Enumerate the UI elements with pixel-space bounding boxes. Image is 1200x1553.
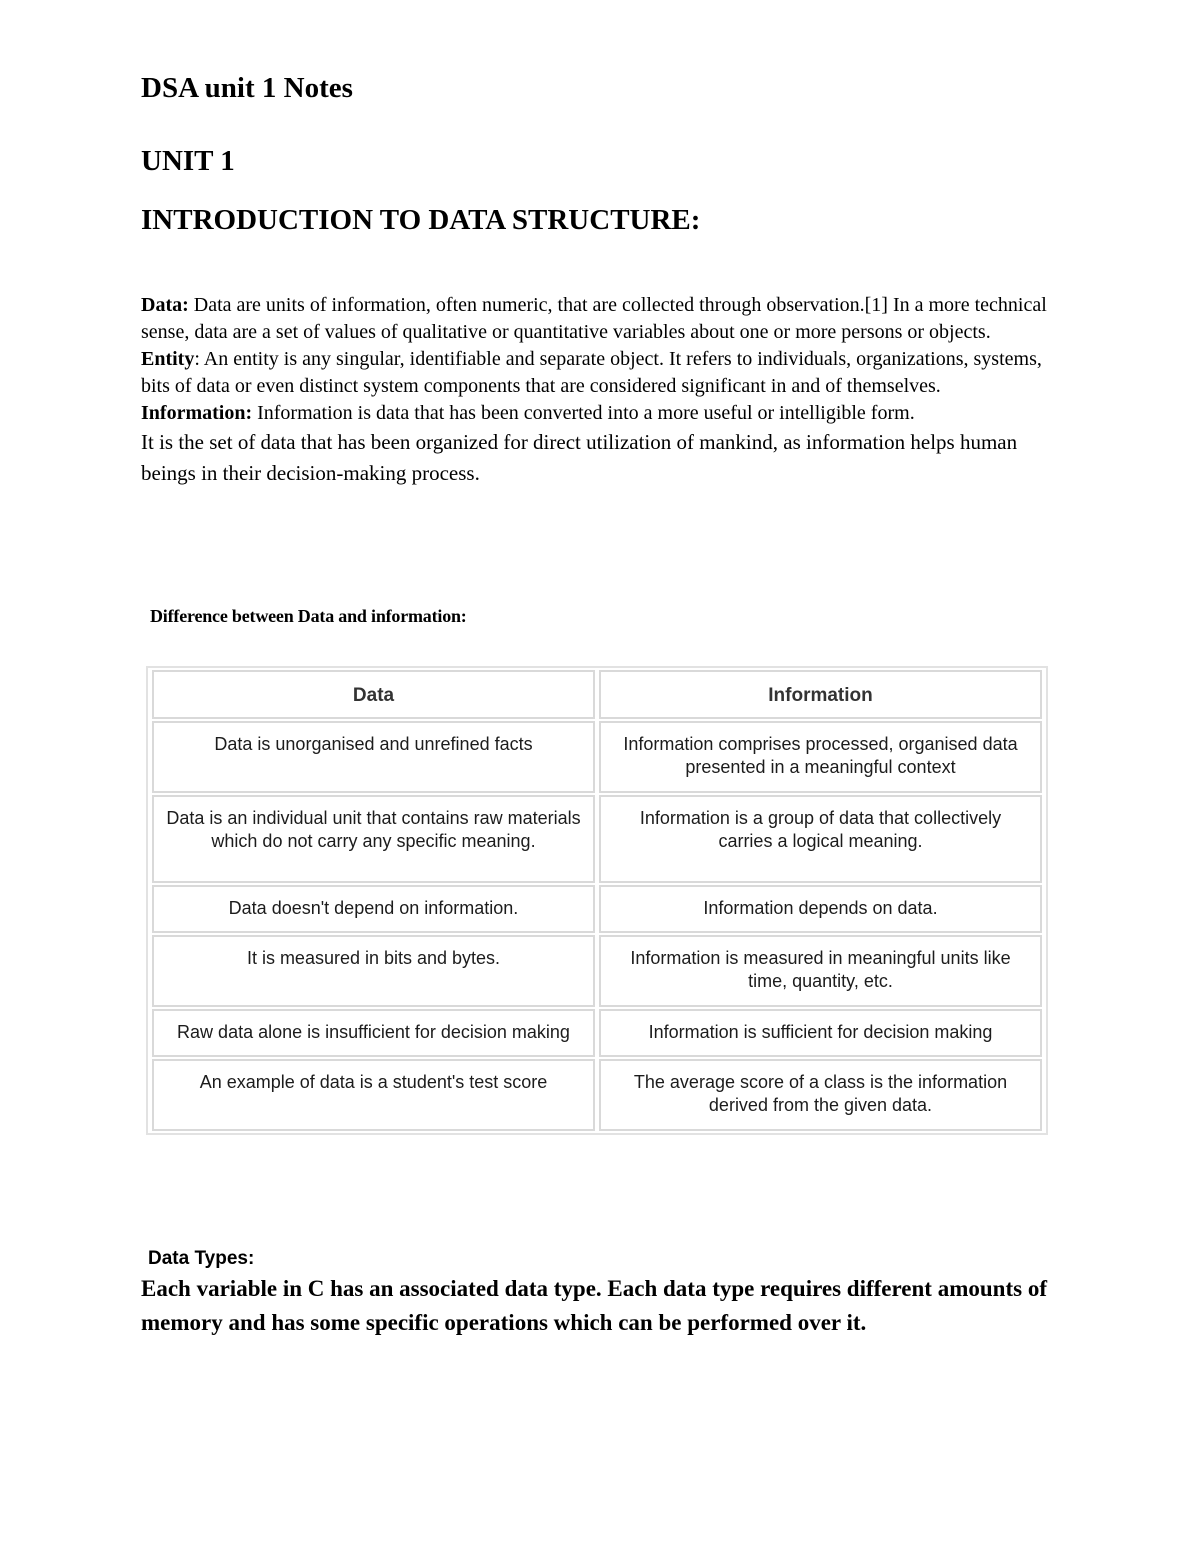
information-cell: Information is a group of data that collectively carries a logical meaning. bbox=[599, 795, 1042, 883]
intro-heading: INTRODUCTION TO DATA STRUCTURE: bbox=[141, 204, 701, 236]
data-cell: Raw data alone is insufficient for decision making bbox=[152, 1009, 595, 1057]
data-types-heading: Data Types: bbox=[148, 1248, 255, 1269]
data-cell: It is measured in bits and bytes. bbox=[152, 935, 595, 1007]
table-row bbox=[152, 935, 1042, 1007]
header-data: Data bbox=[152, 670, 595, 719]
entity-term: Entity bbox=[141, 348, 195, 370]
table-row bbox=[152, 1059, 1042, 1131]
data-cell: An example of data is a student's test score bbox=[152, 1059, 595, 1131]
table-row bbox=[152, 721, 1042, 793]
data-term: Data: bbox=[141, 294, 189, 316]
information-cell: Information comprises processed, organised data presented in a meaningful context bbox=[599, 721, 1042, 793]
data-cell: Data doesn't depend on information. bbox=[152, 885, 595, 933]
data-definition bbox=[141, 292, 1061, 346]
definitions-section bbox=[141, 292, 1061, 489]
data-definition-text: Data are units of information, often numeric, that are collected through observation.[1] In a more technical sense, data are a set of values of qualitative or quantitative variables about one or more persons or objects. bbox=[141, 294, 1047, 343]
information-cell: Information is measured in meaningful units like time, quantity, etc. bbox=[599, 935, 1042, 1007]
document-title: DSA unit 1 Notes bbox=[141, 72, 353, 104]
entity-definition bbox=[141, 346, 1061, 400]
information-cell: The average score of a class is the information derived from the given data. bbox=[599, 1059, 1042, 1131]
entity-definition-text: : An entity is any singular, identifiable and separate object. It refers to individuals, organizations, systems, bits of data or even distinct system components that are considered significant in and of themselves. bbox=[141, 348, 1042, 397]
data-types-text: Each variable in C has an associated data type. Each data type requires different amounts of memory and has some specific operations which can be performed over it. bbox=[141, 1276, 1047, 1335]
unit-heading: UNIT 1 bbox=[141, 145, 235, 177]
data-cell: Data is unorganised and unrefined facts bbox=[152, 721, 595, 793]
data-cell: Data is an individual unit that contains raw materials which do not carry any specific meaning. bbox=[152, 795, 595, 883]
information-cell: Information is sufficient for decision making bbox=[599, 1009, 1042, 1057]
information-definition-text: Information is data that has been converted into a more useful or intelligible form. bbox=[252, 402, 915, 424]
table-header-row bbox=[152, 670, 1042, 719]
information-extra-text: It is the set of data that has been organized for direct utilization of mankind, as information helps human beings in their decision-making process. bbox=[141, 430, 1018, 485]
table-row bbox=[152, 795, 1042, 883]
information-cell: Information depends on data. bbox=[599, 885, 1042, 933]
header-information: Information bbox=[599, 670, 1042, 719]
information-definition bbox=[141, 400, 1061, 427]
information-term: Information: bbox=[141, 402, 253, 424]
table-row bbox=[152, 885, 1042, 933]
comparison-table bbox=[146, 666, 1048, 1135]
difference-heading: Difference between Data and information: bbox=[150, 606, 467, 626]
table-row bbox=[152, 1009, 1042, 1057]
